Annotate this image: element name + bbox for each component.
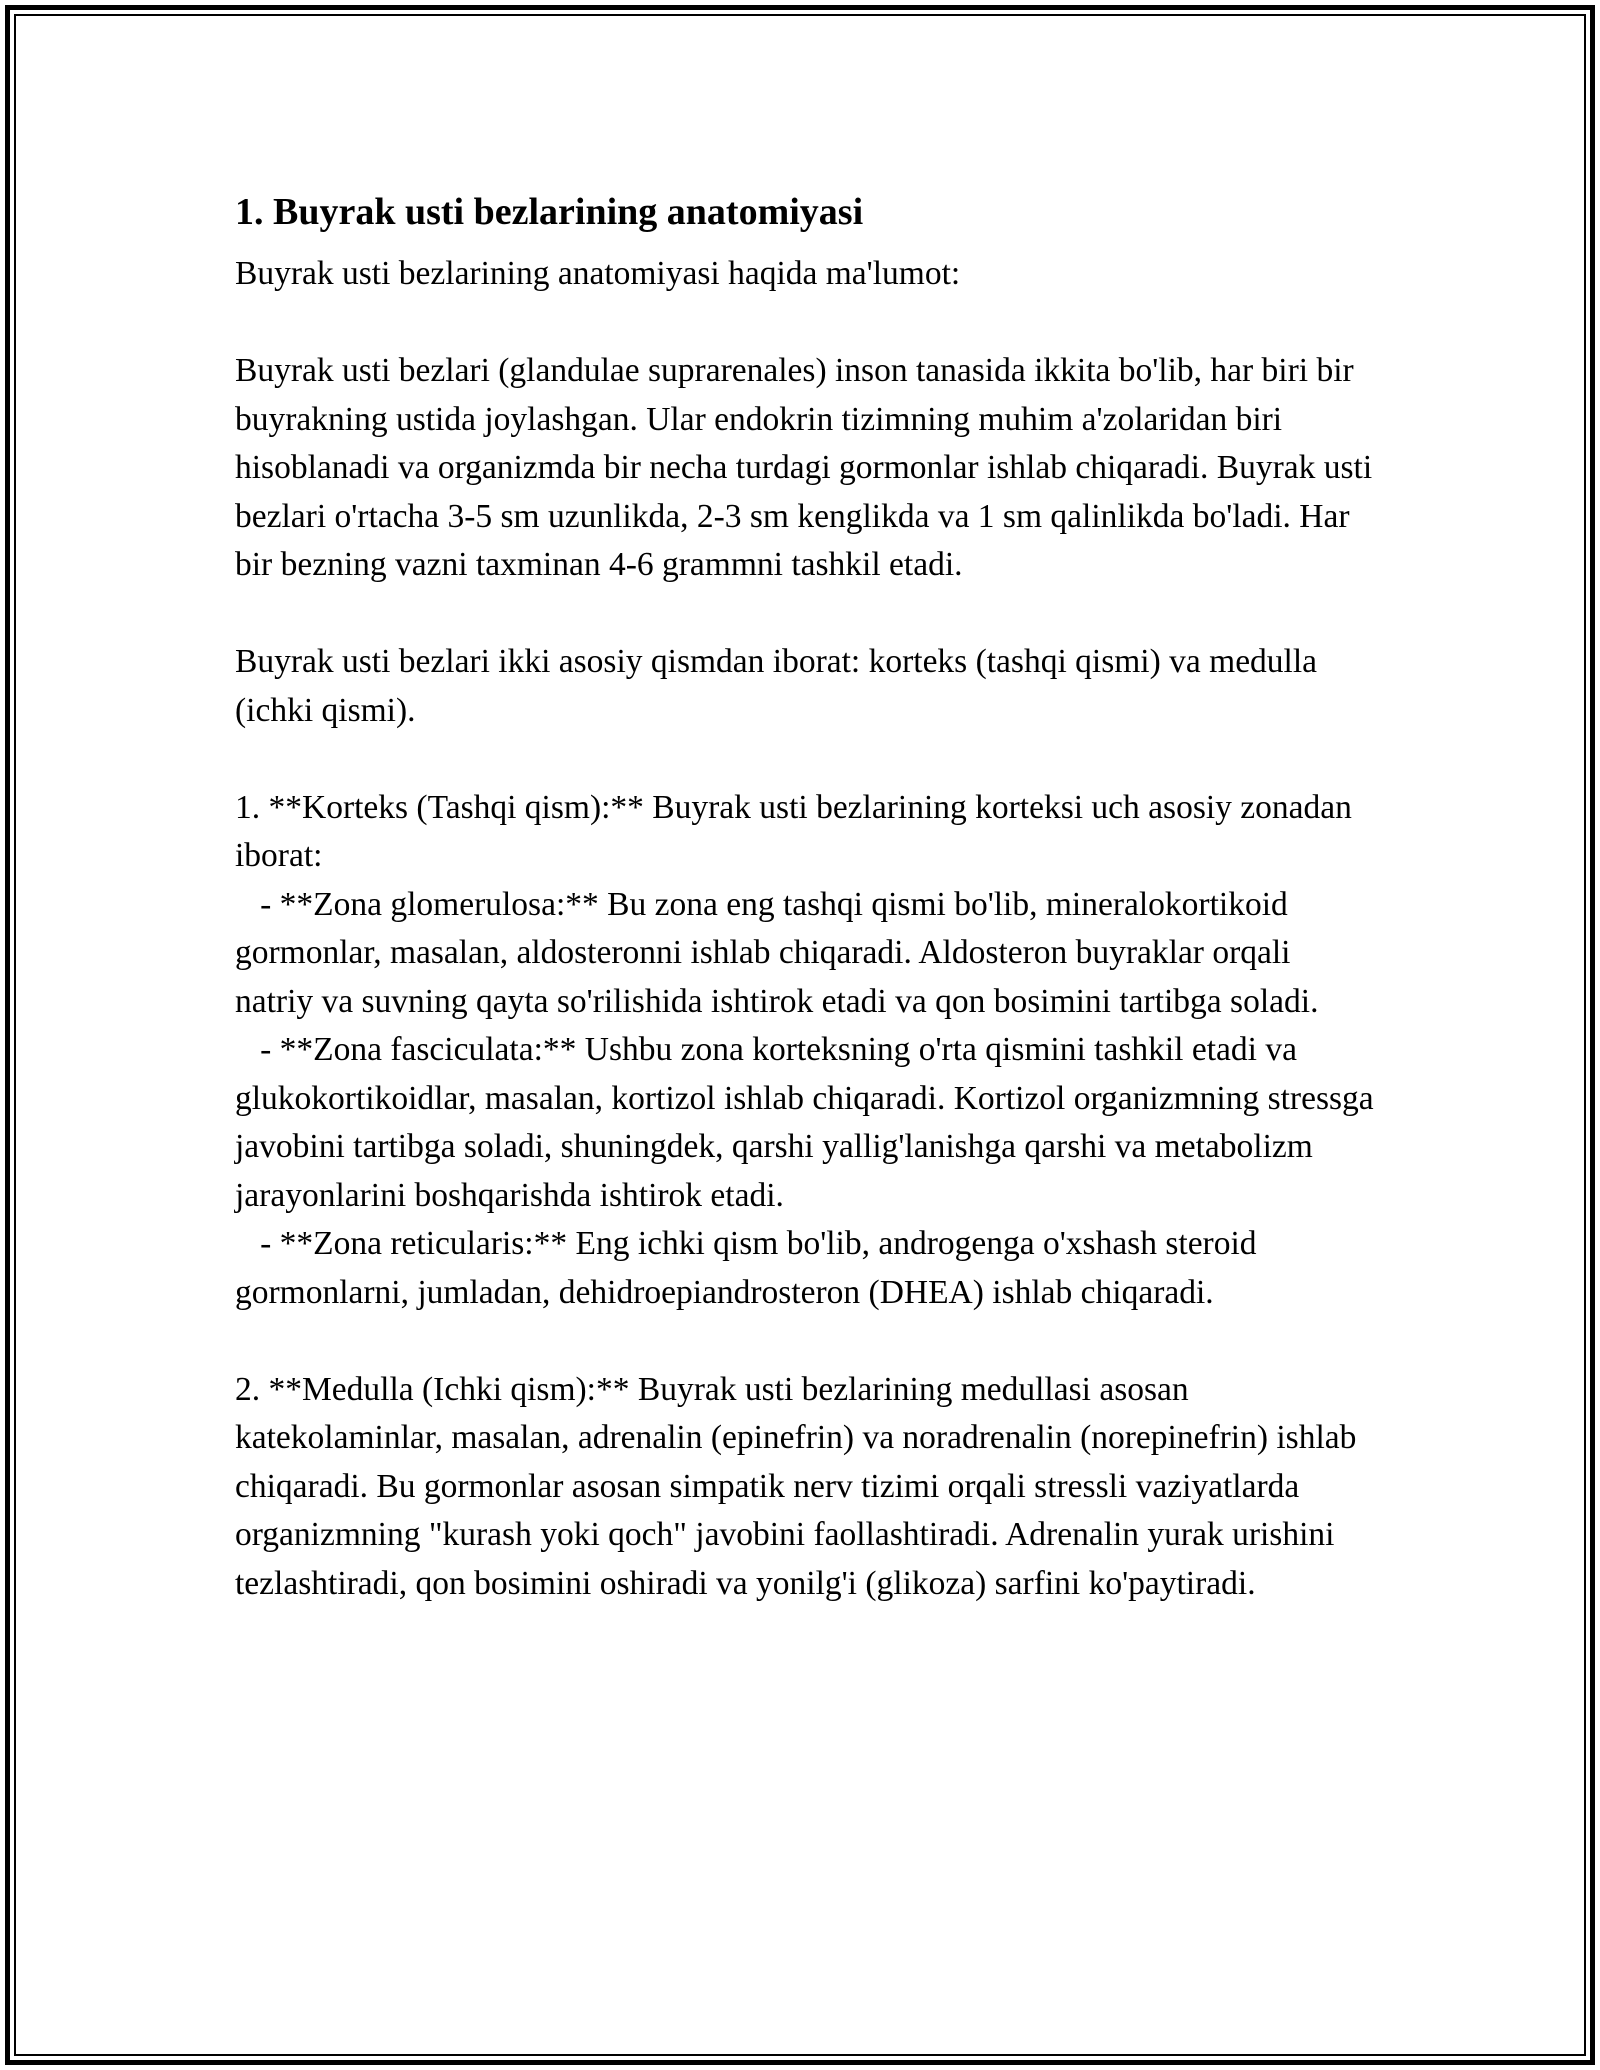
paragraph-gap <box>235 299 1375 348</box>
paragraph-general: Buyrak usti bezlari (glandulae suprarenales) inson tanasida ikkita bo'lib, har biri bir buyrakning ustida joylashgan. Ular endokrin tizimning muhim a'zolaridan biri hisoblanadi va organizmda bir necha turdagi gormonlar ishlab chiqaradi. Buyrak usti bezlari o'rtacha 3-5 sm uzunlikda, 2-3 sm kenglikda va 1 sm qalinlikda bo'ladi. Har bir bezning vazni taxminan 4-6 grammni tashkil etadi. <box>235 352 1381 583</box>
list-item-zona-glomerulosa: - **Zona glomerulosa:** Bu zona eng tashqi qismi bo'lib, mineralokortikoid gormonlar, masalan, aldosteronni ishlab chiqaradi. Aldosteron buyraklar orqali natriy va suvning qayta so'rilishida ishtirok etadi va qon bosimini tartibga soladi. <box>235 885 1319 1020</box>
paragraph-gap <box>235 590 1375 639</box>
list-item-zona-reticularis: - **Zona reticularis:** Eng ichki qism bo'lib, androgenga o'xshash steroid gormonlarni, jumladan, dehidroepiandrosteron (DHEA) ishlab chiqaradi. <box>235 1225 1265 1311</box>
paragraph-structure: Buyrak usti bezlari ikki asosiy qismdan iborat: korteks (tashqi qismi) va medulla (ichki qismi). <box>235 643 1326 729</box>
section-medulla-text: 2. **Medulla (Ichki qism):** Buyrak usti bezlarining medullasi asosan katekolaminlar, masalan, adrenalin (epinefrin) va noradrenalin (norepinefrin) ishlab chiqaradi. Bu gormonlar asosan simpatik nerv tizimi orqali stressli vaziyatlarda organizmning "kurash yoki qoch" javobini faollashtiradi. Adrenalin yurak urishini tezlashtiradi, qon bosimini oshiradi va yonilg'i (glikoza) sarfini ko'paytiradi. <box>235 1370 1365 1602</box>
paragraph-gap <box>235 1317 1375 1366</box>
section-cortex <box>235 784 1383 1318</box>
section-cortex-heading: 1. **Korteks (Tashqi qism):** Buyrak usti bezlarining korteksi uch asosiy zonadan iborat: <box>235 788 1361 874</box>
document-body <box>235 188 1383 1608</box>
list-item-zona-fasciculata: - **Zona fasciculata:** Ushbu zona korteksning o'rta qismini tashkil etadi va glukokortikoidlar, masalan, kortizol ishlab chiqaradi. Kortizol organizmning stressga javobini tartibga soladi, shuningdek, qarshi yallig'lanishga qarshi va metabolizm jarayonlarini boshqarishda ishtirok etadi. <box>235 1031 1383 1214</box>
paragraph-gap <box>235 735 1375 784</box>
section-medulla <box>235 1366 1375 1609</box>
intro-text: Buyrak usti bezlarining anatomiyasi haqida ma'lumot: <box>235 255 961 292</box>
document-title: 1. Buyrak usti bezlarining anatomiyasi <box>235 191 864 233</box>
